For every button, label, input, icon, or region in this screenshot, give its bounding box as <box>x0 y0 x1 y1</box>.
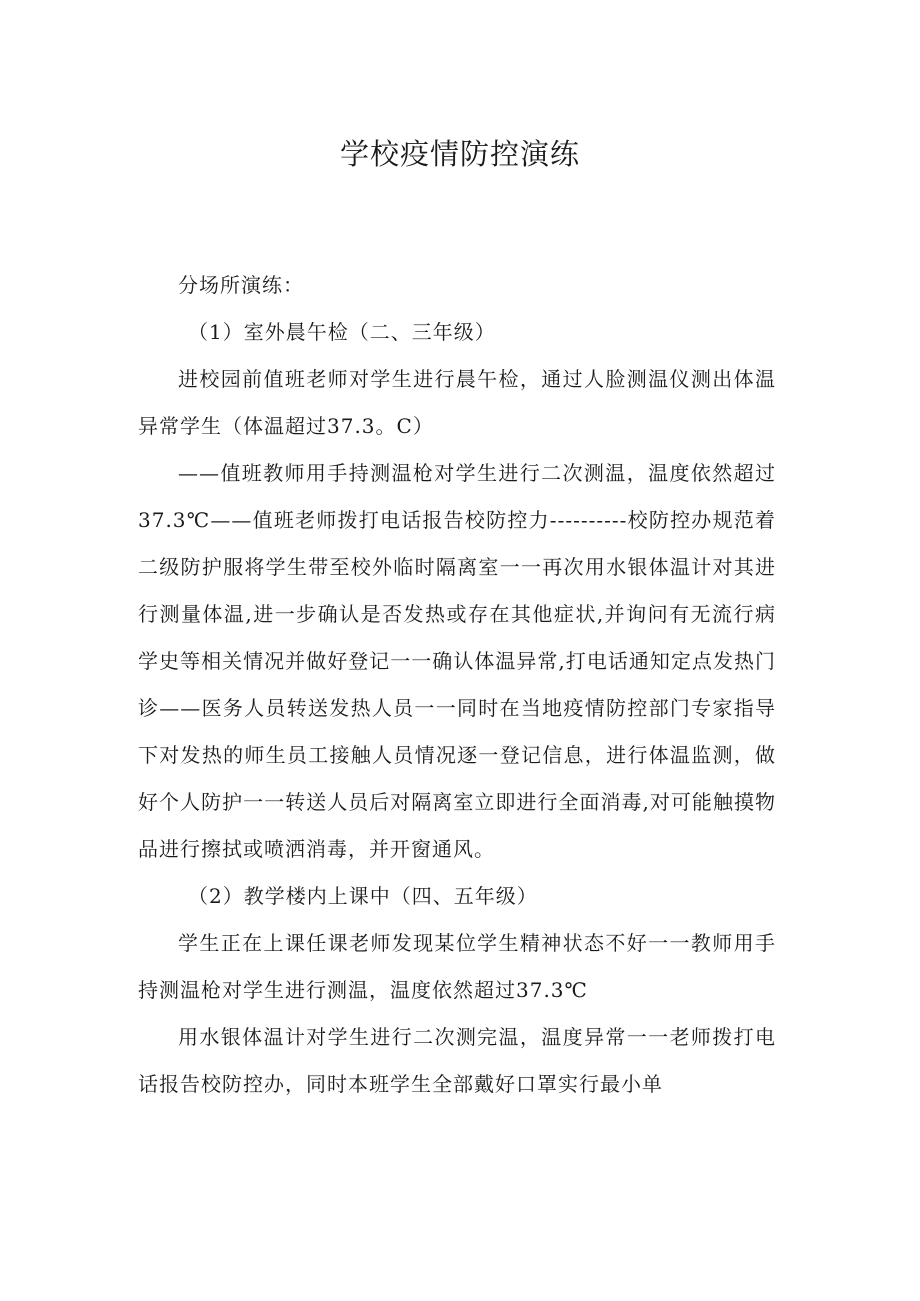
paragraph-outdoor-procedure: ——值班教师用手持测温枪对学生进行二次测温，温度依然超过37.3℃——值班老师拨打电话报告校防控力----------校防控办规范着二级防护服将学生带至校外临时隔离室一一再次用水银体温计对其进行测量体温,进一步确认是否发热或存在其他症状,并询问有无流行病学史等相关情况并做好登记一一确认体温异常,打电话通知定点发热门诊——医务人员转送发热人员一一同时在当地疫情防控部门专家指导下对发热的师生员工接触人员情况逐一登记信息，进行体温监测，做好个人防护一一转送人员后对隔离室立即进行全面消毒,对可能触摸物品进行擦拭或喷洒消毒，并开窗通风。 <box>138 461 776 861</box>
paragraph-heading-outdoor-check: （1）室外晨午检（二、三年级） <box>188 320 496 344</box>
paragraph-section-intro: 分场所演练： <box>178 273 304 297</box>
document-title: 学校疫情防控演练 <box>339 137 580 171</box>
paragraph-heading-classroom: （2）教学楼内上课中（四、五年级） <box>188 884 538 908</box>
paragraph-classroom-procedure: 用水银体温计对学生进行二次测完温，温度异常一一老师拨打电话报告校防控办，同时本班学生全部戴好口罩实行最小单 <box>138 1025 776 1096</box>
paragraph-outdoor-check-step: 进校园前值班老师对学生进行晨午检，通过人脸测温仪测出体温异常学生（体温超过37.3。C） <box>138 367 776 438</box>
paragraph-classroom-step: 学生正在上课任课老师发现某位学生精神状态不好一一教师用手持测温枪对学生进行测温，温度依然超过37.3℃ <box>138 931 776 1002</box>
document-body <box>138 262 776 1108</box>
